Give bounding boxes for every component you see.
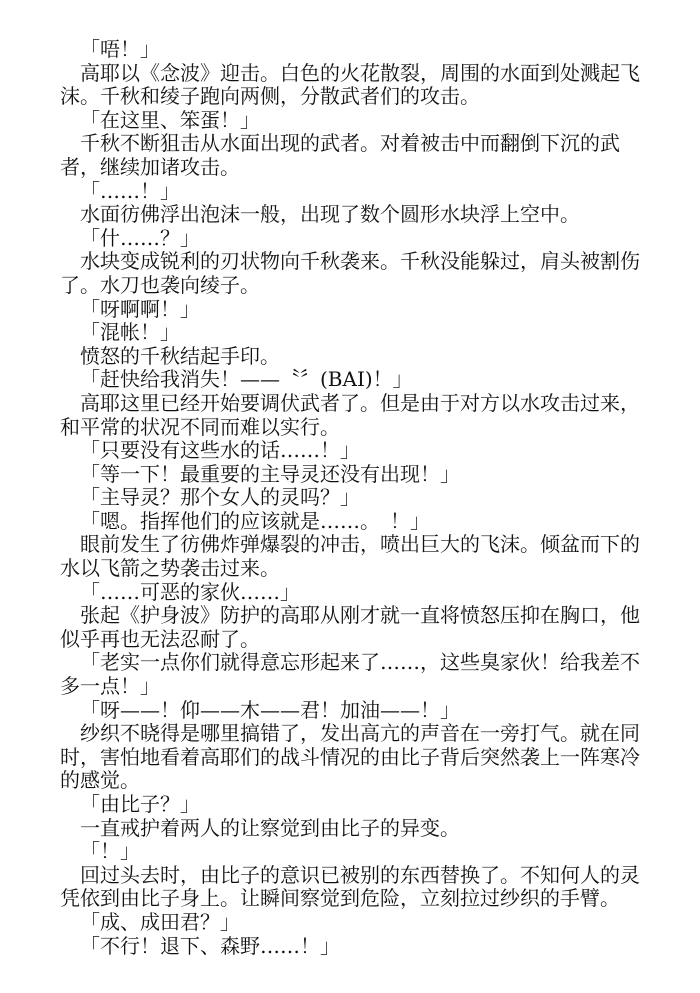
paragraph: 「……可恶的家伙……」 — [80, 579, 300, 604]
body-text — [60, 38, 650, 958]
paragraph: 千秋不断狙击从水面出现的武者。对着被击中而翻倒下沉的武者，继续加诸攻击。 — [60, 131, 620, 179]
paragraph: 「嗯。指挥他们的应该就是……。 ！」 — [80, 508, 430, 533]
paragraph: 「呀啊啊！」 — [80, 296, 200, 321]
paragraph: 「由比子？」 — [80, 792, 200, 816]
paragraph: 「呀——！仰——木——君！加油——！」 — [80, 697, 460, 722]
paragraph: 「……！」 — [80, 178, 180, 203]
paragraph: 「在这里、笨蛋！」 — [80, 107, 260, 132]
paragraph: 高耶这里已经开始要调伏武者了。但是由于对方以水攻击过来，和平常的状况不同而难以实行。 — [60, 390, 640, 439]
paragraph: 「只要没有这些水的话……！」 — [80, 438, 360, 463]
paragraph: 张起《护身波》防护的高耶从刚才就一直将愤怒压抑在胸口，他似乎再也无法忍耐了。 — [60, 603, 640, 651]
paragraph: 愤怒的千秋结起手印。 — [80, 343, 280, 368]
paragraph: 「不行！退下、森野……！」 — [80, 933, 340, 958]
paragraph: 一直戒护着两人的让察觉到由比子的异变。 — [80, 815, 460, 840]
paragraph: 水面彷佛浮出泡沫一般，出现了数个圆形水块浮上空中。 — [80, 202, 580, 227]
paragraph: 纱织不晓得是哪里搞错了，发出高亢的声音在一旁打气。就在同时，害怕地看着高耶们的战斗情况的由比子背后突然袭上一阵寒冷的感觉。 — [60, 721, 640, 793]
paragraph: 「什……？」 — [80, 225, 200, 250]
paragraph: 回过头去时，由比子的意识已被别的东西替换了。不知何人的灵凭依到由比子身上。让瞬间察觉到危险，立刻拉过纱织的手臂。 — [60, 862, 640, 911]
paragraph: 高耶以《念波》迎击。白色的火花散裂，周围的水面到处溅起飞沫。千秋和绫子跑向两侧，分散武者们的攻击。 — [60, 60, 640, 109]
paragraph: 「成、成田君？」 — [80, 909, 240, 934]
paragraph: 「混帐！」 — [80, 320, 180, 345]
paragraph: 「主导灵？那个女人的灵吗？」 — [80, 485, 360, 510]
paragraph: 「老实一点你们就得意忘形起来了……，这些臭家伙！给我差不多一点！」 — [60, 650, 640, 699]
paragraph: 眼前发生了彷佛炸弹爆裂的冲击，喷出巨大的飞沫。倾盆而下的水以飞箭之势袭击过来。 — [60, 532, 640, 581]
paragraph: 「赶快给我消失！——〝〞(BAI)！」 — [80, 367, 413, 392]
paragraph: 水块变成锐利的刃状物向千秋袭来。千秋没能躲过，肩头被割伤了。水刀也袭向绫子。 — [60, 249, 640, 297]
paragraph: 「等一下！最重要的主导灵还没有出现！」 — [80, 461, 460, 486]
paragraph: 「！」 — [80, 839, 140, 864]
paragraph: 「唔！」 — [80, 37, 160, 61]
